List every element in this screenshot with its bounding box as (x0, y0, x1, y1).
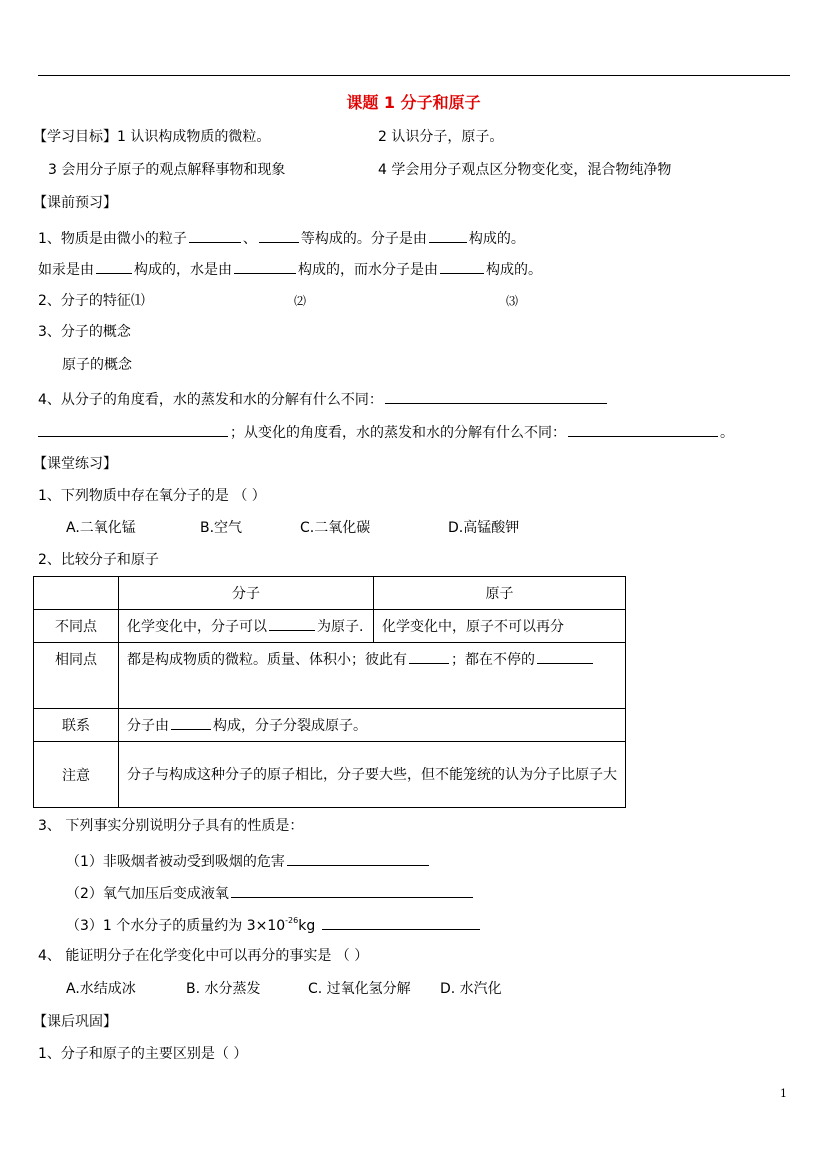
classwork-q3: 3、 下列事实分别说明分子具有的性质是： (38, 818, 304, 834)
preview-q2-point-2: ⑵ (294, 294, 307, 308)
difference-atom-cell: 化学变化中，原子不可以再分 (374, 610, 626, 643)
page-title: 课题 1 分子和原子 (346, 93, 481, 112)
classwork-q1-option-a: A.二氧化锰 (66, 520, 136, 536)
goal-1: 1 认识构成物质的微粒。 (117, 129, 271, 145)
same-text-1: 都是构成物质的微粒。质量、体积小；彼此有 (127, 652, 407, 668)
q4b-text-2: 。 (720, 425, 734, 441)
preview-label: 【课前预习】 (33, 195, 117, 211)
classwork-label: 【课堂练习】 (33, 456, 117, 472)
row-label-note: 注意 (34, 742, 119, 808)
blank[interactable] (409, 649, 449, 664)
q1a-text-2: 、 (242, 231, 257, 247)
classwork-q2: 2、比较分子和原子 (38, 552, 159, 568)
row-label-similarity: 相同点 (34, 643, 119, 709)
table-row (34, 610, 626, 643)
classwork-q3-1 (66, 851, 431, 871)
q3-3-text-1: （3）1 个水分子的质量约为 3×10 (66, 918, 286, 934)
diff-mol-text-2: 为原子. (317, 619, 364, 635)
q1b-text-4: 构成的。 (486, 262, 542, 278)
connection-cell (119, 709, 626, 742)
table-row (34, 709, 626, 742)
header-rule (38, 75, 790, 76)
q1b-text-3: 构成的，而水分子是由 (298, 262, 438, 278)
blank[interactable] (189, 228, 241, 243)
blank[interactable] (440, 259, 484, 274)
link-text-1: 分子由 (127, 718, 169, 734)
table-row (34, 643, 626, 709)
blank[interactable] (385, 389, 607, 404)
blank[interactable] (96, 259, 132, 274)
preview-q2: 2、分子的特征⑴ (38, 293, 145, 309)
diff-mol-text-1: 化学变化中，分子可以 (127, 619, 267, 635)
blank[interactable] (537, 649, 593, 664)
goal-4: 4 学会用分子观点区分物变化变，混合物纯净物 (378, 162, 672, 178)
classwork-q4-option-c: C. 过氧化氢分解 (308, 981, 411, 997)
q3-3-text-2: kg (298, 918, 316, 934)
blank[interactable] (234, 259, 296, 274)
homework-q1: 1、分子和原子的主要区别是（ ） (38, 1046, 248, 1062)
classwork-q4-option-b: B. 水分蒸发 (186, 981, 261, 997)
goal-3: 3 会用分子原子的观点解释事物和现象 (48, 162, 286, 178)
link-text-2: 构成，分子分裂成原子。 (213, 718, 367, 734)
blank[interactable] (429, 228, 467, 243)
classwork-q3-3 (66, 915, 482, 935)
same-text-2: ；都在不停的 (451, 652, 535, 668)
homework-label: 【课后巩固】 (33, 1014, 117, 1030)
difference-molecule-cell (119, 610, 374, 643)
comparison-table (33, 576, 626, 808)
blank[interactable] (231, 883, 473, 898)
q4a-text: 4、从分子的角度看，水的蒸发和水的分解有什么不同： (38, 392, 383, 408)
classwork-q3-2 (66, 883, 475, 903)
q4b-text-1: ；从变化的角度看，水的蒸发和水的分解有什么不同： (230, 425, 566, 441)
classwork-q1-option-b: B.空气 (200, 520, 243, 536)
q1a-text-3: 等构成的。分子是由 (300, 231, 427, 247)
preview-q2-point-3: ⑶ (506, 294, 519, 308)
classwork-q1-option-d: D.高锰酸钾 (448, 520, 520, 536)
q3-3-exponent: -26 (285, 916, 299, 925)
blank[interactable] (259, 228, 299, 243)
header-molecule: 分子 (119, 577, 374, 610)
q1b-text-1: 如汞是由 (38, 262, 94, 278)
q1a-text-1: 1、物质是由微小的粒子 (38, 231, 187, 247)
goals-line-1 (33, 128, 270, 146)
classwork-q1: 1、下列物质中存在氧分子的是 （ ） (38, 488, 266, 504)
similarity-cell (119, 643, 626, 709)
row-label-connection: 联系 (34, 709, 119, 742)
preview-q1-line-b (38, 259, 542, 279)
blank[interactable] (269, 616, 315, 631)
classwork-q4-option-d: D. 水汽化 (440, 981, 502, 997)
blank[interactable] (171, 715, 211, 730)
row-label-difference: 不同点 (34, 610, 119, 643)
preview-q3: 3、分子的概念 (38, 324, 131, 340)
q1a-text-4: 构成的。 (468, 231, 525, 247)
preview-q3b: 原子的概念 (62, 357, 132, 373)
blank[interactable] (568, 422, 718, 437)
table-row (34, 577, 626, 610)
preview-q1-line-a (38, 228, 525, 248)
note-cell: 分子与构成这种分子的原子相比，分子要大些，但不能笼统的认为分子比原子大 (119, 742, 626, 808)
classwork-q4: 4、 能证明分子在化学变化中可以再分的事实是 （ ） (38, 948, 369, 964)
classwork-q4-option-a: A.水结成冰 (66, 981, 136, 997)
q3-2-text: （2）氧气加压后变成液氧 (66, 886, 229, 902)
classwork-q1-option-c: C.二氧化碳 (300, 520, 371, 536)
table-corner-cell (34, 577, 119, 610)
goals-label: 【学习目标】 (33, 129, 117, 145)
blank[interactable] (38, 422, 228, 437)
blank[interactable] (322, 915, 480, 930)
q3-1-text: （1）非吸烟者被动受到吸烟的危害 (66, 854, 285, 870)
table-row (34, 742, 626, 808)
header-atom: 原子 (374, 577, 626, 610)
q1b-text-2: 构成的，水是由 (134, 262, 232, 278)
page-number: 1 (780, 1087, 787, 1100)
goal-2: 2 认识分子，原子。 (378, 129, 504, 145)
preview-q4-line-a (38, 389, 609, 409)
blank[interactable] (287, 851, 429, 866)
preview-q4-line-b (38, 422, 734, 442)
